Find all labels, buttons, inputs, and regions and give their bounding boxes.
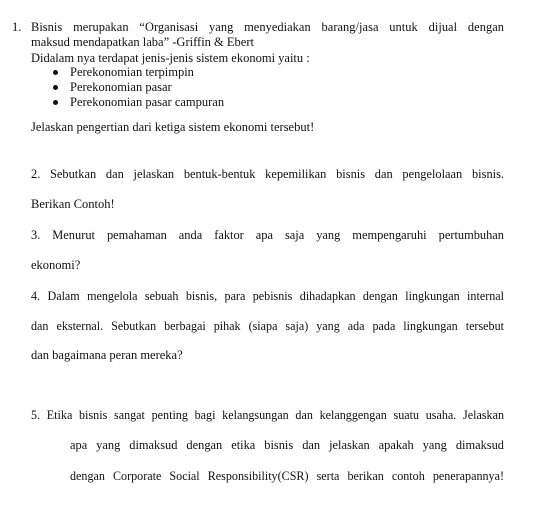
q3-line-1-text: 3. Menurut pemahaman anda faktor apa saja yang mempengaruhi pertumbuhan [31, 228, 504, 242]
q1-line-3: Didalam nya terdapat jenis-jenis sistem ekonomi yaitu : [31, 51, 310, 65]
q1-bullet-item: Perekonomian pasar campuran [70, 95, 225, 109]
q1-line-1-text: Bisnis merupakan “Organisasi yang menyediakan barang/jasa untuk dijual dengan [31, 20, 504, 34]
bullet-icon [53, 85, 58, 90]
q1-line-2: maksud mendapatkan laba” -Griffin & Ebert [31, 35, 254, 49]
q3-line-1 [31, 229, 504, 241]
q4-line-1 [31, 290, 504, 302]
q1-number: 1. [12, 20, 22, 34]
q5-line-3 [70, 470, 504, 482]
q2-line-1-text: 2. Sebutkan dan jelaskan bentuk-bentuk kepemilikan bisnis dan pengelolaan bisnis. [31, 167, 504, 181]
q1-line-1 [31, 21, 504, 33]
q4-line-2-text: dan eksternal. Sebutkan berbagai pihak (siapa saja) yang ada pada lingkungan tersebut [31, 319, 504, 333]
q5-line-2 [70, 439, 504, 451]
q4-line-1-text: 4. Dalam mengelola sebuah bisnis, para pebisnis dihadapkan dengan lingkungan internal [31, 289, 504, 303]
q4-line-3: dan bagaimana peran mereka? [31, 348, 183, 362]
q3-line-2: ekonomi? [31, 258, 81, 272]
q1-bullet-item: Perekonomian terpimpin [70, 65, 194, 79]
q5-line-1-text: 5. Etika bisnis sangat penting bagi kelangsungan dan kelanggengan suatu usaha. Jelaskan [31, 408, 504, 422]
q5-line-2-text: apa yang dimaksud dengan etika bisnis dan jelaskan apakah yang dimaksud [70, 438, 504, 452]
q1-question: Jelaskan pengertian dari ketiga sistem ekonomi tersebut! [31, 120, 315, 134]
q5-line-3-text: dengan Corporate Social Responsibility(CSR) serta berikan contoh penerapannya! [70, 469, 504, 483]
q2-line-2: Berikan Contoh! [31, 197, 115, 211]
bullet-icon [53, 100, 58, 105]
q4-line-2 [31, 320, 504, 332]
q1-bullet-item: Perekonomian pasar [70, 80, 172, 94]
bullet-icon [53, 70, 58, 75]
q5-line-1 [31, 409, 504, 421]
q2-line-1 [31, 168, 504, 180]
